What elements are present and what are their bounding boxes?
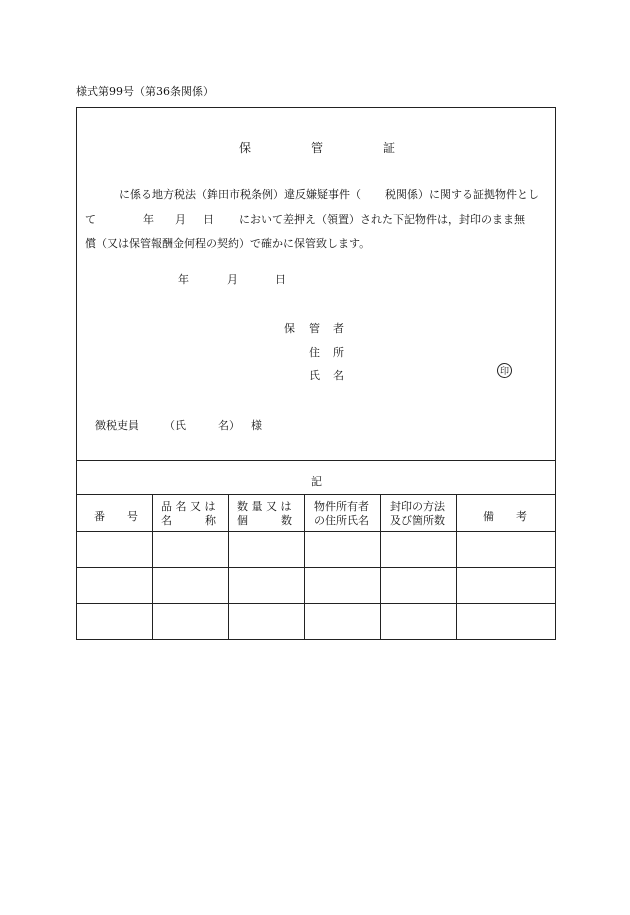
table-col-divider-2 [228, 494, 229, 639]
header-number: 番 号 [94, 510, 138, 523]
header-quantity-line1: 数 量 又 は [237, 500, 292, 513]
custodian-label-char-1: 保 [284, 322, 295, 335]
header-seal-method-line2: 及び箇所数 [390, 514, 445, 527]
official-label: 徴税吏員 [95, 419, 139, 432]
body-line2-year: 年 [143, 213, 154, 226]
seal-mark: 印 [497, 363, 512, 378]
title-char-3: 証 [383, 141, 396, 155]
header-quantity-line2: 個 数 [237, 514, 292, 527]
body-line2-month: 月 [175, 213, 186, 226]
address-label-char-1: 住 [309, 346, 320, 359]
official-name-open: （氏 [164, 419, 186, 432]
table-top-border [77, 494, 555, 495]
table-col-divider-4 [380, 494, 381, 639]
certificate-frame [76, 107, 556, 640]
custodian-label-char-3: 者 [333, 322, 344, 335]
title-char-2: 管 [311, 141, 324, 155]
header-seal-method-line1: 封印の方法 [390, 500, 445, 513]
title-char-1: 保 [239, 141, 252, 155]
section-divider [77, 460, 555, 461]
table-col-divider-5 [456, 494, 457, 639]
official-name-close: 名） [218, 419, 240, 432]
date-day: 日 [275, 273, 286, 286]
name-label-char-1: 氏 [309, 369, 320, 382]
official-honorific: 様 [251, 419, 262, 432]
record-heading: 記 [311, 475, 322, 488]
body-line1-part1: に係る地方税法（鉾田市税条例）違反嫌疑事件（ [119, 188, 361, 201]
body-line2-part2: において差押え（領置）された下記物件は，封印のまま無 [239, 213, 525, 226]
body-line2-te: て [85, 213, 96, 226]
header-item-name-line2: 名 称 [161, 514, 216, 527]
header-remarks: 備 考 [483, 510, 527, 523]
name-label-char-2: 名 [333, 369, 344, 382]
body-line3: 償（又は保管報酬金何程の契約）で確かに保管致します。 [85, 237, 371, 250]
custodian-label-char-2: 管 [309, 322, 320, 335]
header-item-name-line1: 品 名 又 は [161, 500, 216, 513]
table-row-border-1 [77, 567, 555, 568]
body-line2-day: 日 [203, 213, 214, 226]
address-label-char-2: 所 [333, 346, 344, 359]
date-year: 年 [178, 273, 189, 286]
table-col-divider-1 [152, 494, 153, 639]
table-col-divider-3 [304, 494, 305, 639]
header-owner-line1: 物件所有者 [314, 500, 369, 513]
table-row-border-2 [77, 603, 555, 604]
header-owner-line2: の住所氏名 [314, 514, 369, 527]
table-header-bottom-border [77, 531, 555, 532]
body-line1-part2: 税関係）に関する証拠物件とし [385, 188, 539, 201]
form-number-label: 様式第99号（第36条関係） [76, 85, 214, 98]
date-month: 月 [227, 273, 238, 286]
